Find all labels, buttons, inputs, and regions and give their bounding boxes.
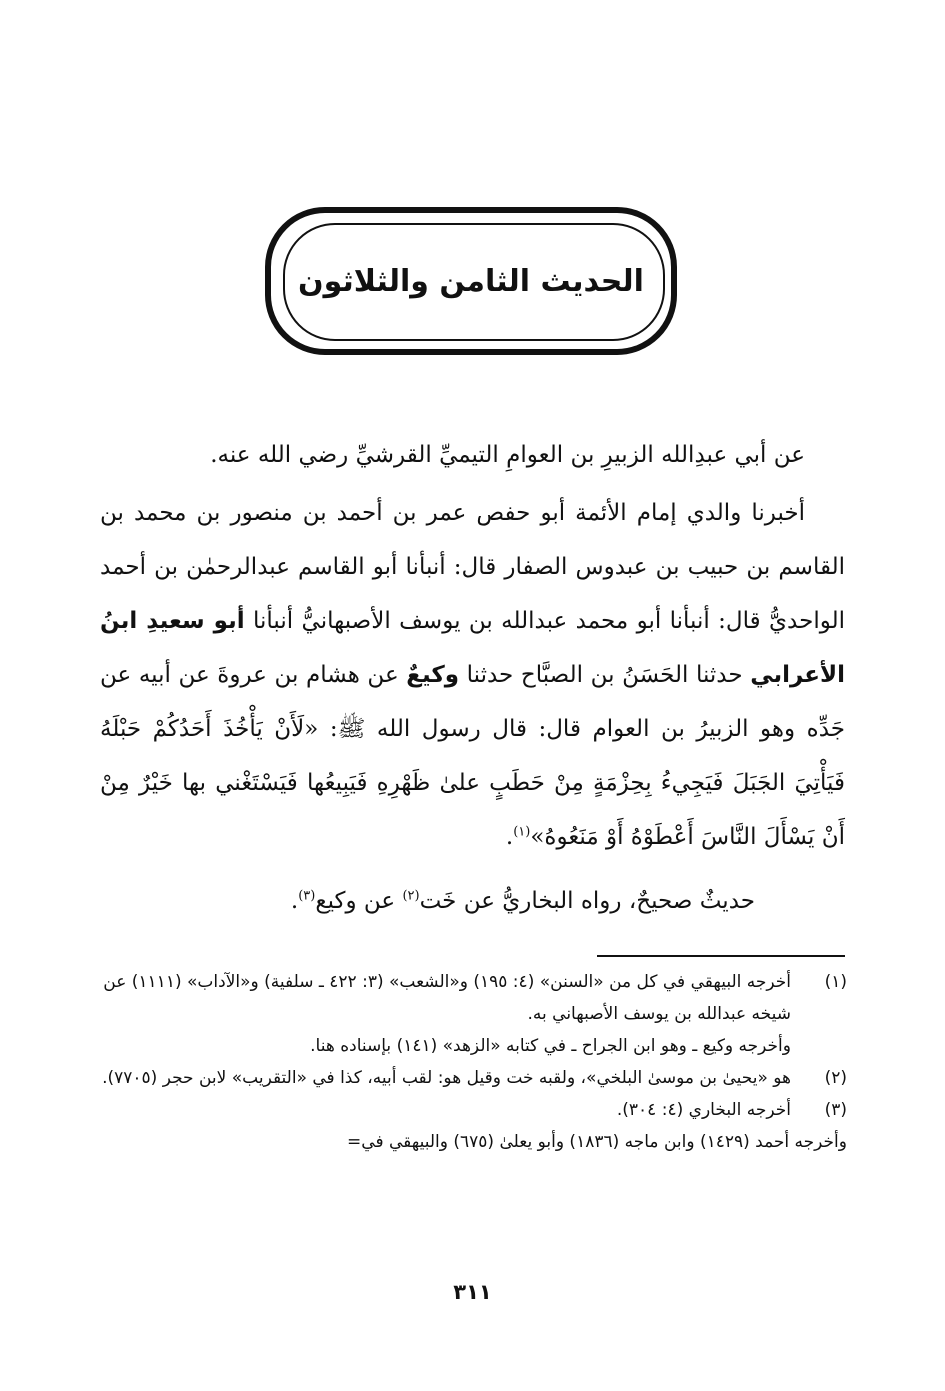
footnotes [100,966,847,1158]
footnote-3 [100,1094,847,1126]
verdict-end: . [290,888,299,914]
footnote-2-text: هو «يحيىٰ بن موسىٰ البلخي»، ولقبه خت وقيل هو: لقب أبيه، كذا في «التقريب» لابن حجر (٧٧٠٥). [102,1068,791,1088]
footnote-1-number: (١) [824,972,847,992]
narration-end: . [505,824,514,850]
footnote-3-text: أخرجه البخاري (٤: ٣٠٤). [616,1100,791,1120]
narration-part-1: أخبرنا والدي إمام الأئمة أبو حفص عمر بن أحمد بن منصور بن محمد بن القاسم بن حبيب بن عبدوس الصفار قال: أنبأنا أبو القاسم عبدالرحمٰن بن أحمد الواحديُّ قال: أنبأنا أبو محمد عبدالله بن يوسف الأصبهانيُّ أنبأنا [100,500,845,634]
footnote-1-continuation: وأخرجه وكيع ـ وهو ابن الجراح ـ في كتابه «الزهد» (١٤١) بإسناده هنا. [310,1036,791,1056]
hadith-narration [100,486,845,864]
main-text [100,428,845,928]
footnote-ref-3: (٣) [298,888,316,904]
footnote-1-text: أخرجه البيهقي في كل من «السنن» (٤: ١٩٥) و«الشعب» (٣: ٤٢٢ ـ سلفية) و«الآداب» (١١١١) عن شيخه عبدالله بن يوسف الأصبهاني به. [103,972,791,1024]
footnote-3-continuation: وأخرجه أحمد (١٤٢٩) وابن ماجه (١٨٣٦) وأبو يعلىٰ (٦٧٥) والبيهقي في= [347,1132,847,1152]
footnote-3-number: (٣) [824,1100,847,1120]
intro-line: عن أبي عبدِالله الزبيرِ بن العوامِ التيميِّ القرشيِّ رضي الله عنه. [210,442,805,468]
footnote-ref-1: (١) [513,824,531,840]
hadith-verdict [100,874,845,928]
footnote-ref-2: (٢) [402,888,420,904]
narration-part-2: حدثنا الحَسَنُ بن الصبَّاح حدثنا [459,662,751,688]
verdict-part-b: عن وكيع [315,888,403,914]
verdict-part-a: حديثٌ صحيحٌ، رواه البخاريُّ عن خَت [419,888,755,914]
narrator-name-bold: أبو سعيدِ ابنُ الأعرابي [100,608,846,688]
page-number: ٣١١ [453,1280,492,1304]
footnote-separator [597,955,845,957]
footnote-1 [100,966,847,1030]
footnote-2 [100,1062,847,1094]
narrator-waki-bold: وكيعٌ [406,662,460,688]
narration-part-3: عن هشام بن عروةَ عن أبيه عن جَدِّه وهو الزبيرُ بن العوام قال: قال رسول الله ﷺ: «لَأَنْ يَأْخُذَ أَحَدُكُمْ حَبْلَهُ فَيَأْتِيَ الجَبَلَ فَيَجِيءُ بِحِزْمَةٍ مِنْ حَطَبٍ علىٰ ظَهْرِهِ فَيَبِيعُها فَيَسْتَغْني بها خَيْرٌ مِنْ أَنْ يَسْأَلَ النَّاسَ أَعْطَوْهُ أَوْ مَنَعُوهُ» [100,662,845,850]
chapter-title: الحديث الثامن والثلاثون [298,263,644,299]
footnote-2-number: (٢) [824,1068,847,1088]
